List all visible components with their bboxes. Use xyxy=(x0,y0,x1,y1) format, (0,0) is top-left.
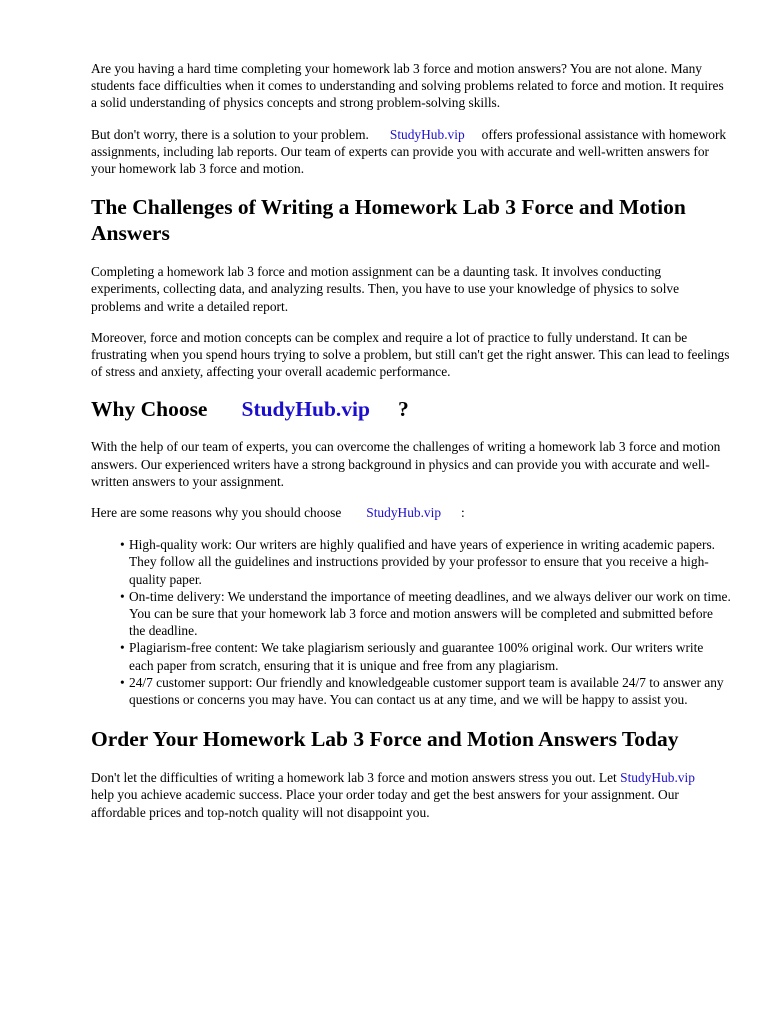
order-paragraph-text-before: Don't let the difficulties of writing a homework lab 3 force and motion answers stress you out. Let xyxy=(91,770,617,786)
document-content xyxy=(91,60,731,821)
bullet-icon: • xyxy=(120,640,125,656)
why-choose-heading-mark: ? xyxy=(397,397,409,422)
bullet-icon: • xyxy=(120,537,125,553)
list-item-text: High-quality work: Our writers are highly qualified and have years of experience in writing academic papers. They follow all the guidelines and instructions provided by your professor to ensure that you receive a high-quality paper. xyxy=(129,537,715,587)
bullet-icon: • xyxy=(120,674,125,690)
list-item-text: Plagiarism-free content: We take plagiarism seriously and guarantee 100% original work. Our writers write each paper from scratch, ensuring that it is unique and free from any plagiarism. xyxy=(129,640,704,673)
list-item xyxy=(91,536,731,588)
order-heading: Order Your Homework Lab 3 Force and Motion Answers Today xyxy=(91,727,679,752)
studyhub-link-reasons[interactable]: StudyHub.vip xyxy=(366,505,442,521)
why-paragraph-2 xyxy=(91,504,731,521)
reasons-list xyxy=(91,536,731,708)
intro-paragraph-2 xyxy=(91,126,731,178)
list-item-text: On-time delivery: We understand the importance of meeting deadlines, and we always deliver our work on time. You can be sure that your homework lab 3 force and motion answers will be completed and submitted before the deadline. xyxy=(129,588,731,639)
challenges-heading: The Challenges of Writing a Homework Lab 3 Force and Motion Answers xyxy=(91,195,686,246)
order-paragraph xyxy=(91,769,731,821)
why-choose-heading-text: Why Choose xyxy=(91,397,208,422)
studyhub-link-intro[interactable]: StudyHub.vip xyxy=(389,126,465,142)
challenges-paragraph-1: Completing a homework lab 3 force and motion assignment can be a daunting task. It involves conducting experiments, collecting data, and analyzing results. Then, you have to use your knowledge of physics to solve problems and write a detailed report. xyxy=(91,264,680,314)
order-paragraph-text-after: help you achieve academic success. Place your order today and get the best answers for your assignment. Our affordable prices and top-notch quality will not disappoint you. xyxy=(91,787,679,820)
list-item xyxy=(91,674,731,708)
list-item xyxy=(91,588,731,640)
bullet-icon: • xyxy=(120,588,125,604)
why-choose-heading xyxy=(91,396,731,422)
why-paragraph-2-text-before: Here are some reasons why you should choose xyxy=(91,505,342,521)
why-paragraph-2-colon: : xyxy=(461,505,465,521)
intro-paragraph-2-text-after: offers professional assistance with homework assignments, including lab reports. Our team of experts can provide you with accurate and well-written answers for your homework lab 3 force and motion. xyxy=(91,126,727,177)
list-item xyxy=(91,639,731,673)
studyhub-link-heading[interactable]: StudyHub.vip xyxy=(241,397,370,422)
intro-paragraph-2-text-before: But don't worry, there is a solution to your problem. xyxy=(91,126,369,142)
challenges-paragraph-2: Moreover, force and motion concepts can be complex and require a lot of practice to fully understand. It can be frustrating when you spend hours trying to solve a problem, but still can't get the right answer. This can lead to feelings of stress and anxiety, affecting your overall academic performance. xyxy=(91,329,730,380)
studyhub-link-order[interactable]: StudyHub.vip xyxy=(620,770,695,786)
list-item-text: 24/7 customer support: Our friendly and knowledgeable customer support team is available 24/7 to answer any questions or concerns you may have. You can contact us at any time, and we will be happy to assist you. xyxy=(129,674,724,708)
why-paragraph-1: With the help of our team of experts, you can overcome the challenges of writing a homework lab 3 force and motion answers. Our experienced writers have a strong background in physics and can provide you with accurate and well-written answers to your assignment. xyxy=(91,439,721,489)
intro-paragraph-1: Are you having a hard time completing your homework lab 3 force and motion answers? You are not alone. Many students face difficulties when it comes to understanding and solving problems related to force and motion. It requires a solid understanding of physics concepts and strong problem-solving skills. xyxy=(91,61,724,111)
